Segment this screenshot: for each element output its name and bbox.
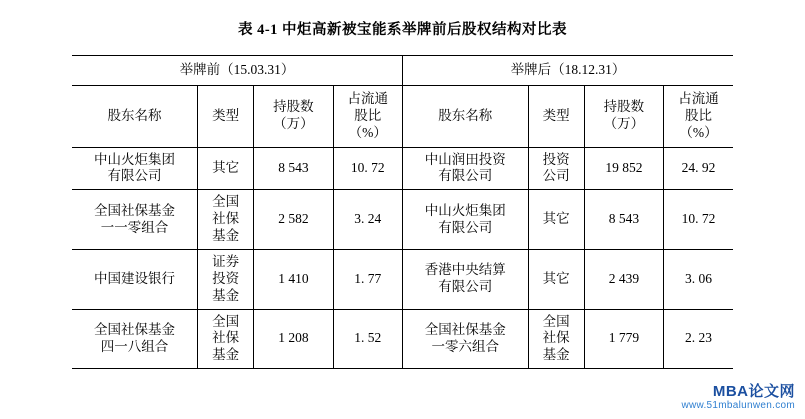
cell-after-shares: 19 852 bbox=[584, 147, 663, 190]
watermark-main-text: MBA论文网 bbox=[712, 382, 795, 400]
cell-before-name: 全国社保基金 一一零组合 bbox=[72, 190, 198, 250]
cell-after-type: 其它 bbox=[528, 190, 584, 250]
shareholder-comparison-table bbox=[72, 55, 733, 369]
cell-before-name: 全国社保基金 四一八组合 bbox=[72, 309, 198, 369]
column-header-before-type: 类型 bbox=[198, 85, 254, 147]
cell-before-pct: 1. 77 bbox=[333, 249, 402, 309]
cell-after-pct: 24. 92 bbox=[664, 147, 733, 190]
cell-after-type: 其它 bbox=[528, 249, 584, 309]
table-row bbox=[72, 147, 733, 190]
column-header-before-name: 股东名称 bbox=[72, 85, 198, 147]
cell-before-type: 其它 bbox=[198, 147, 254, 190]
cell-after-type: 投资 公司 bbox=[528, 147, 584, 190]
column-header-after-shares: 持股数 （万） bbox=[584, 85, 663, 147]
cell-before-shares: 1 410 bbox=[254, 249, 333, 309]
cell-after-name: 全国社保基金 一零六组合 bbox=[402, 309, 528, 369]
cell-after-shares: 2 439 bbox=[584, 249, 663, 309]
cell-after-pct: 2. 23 bbox=[664, 309, 733, 369]
page-title: 表 4-1 中炬高新被宝能系举牌前后股权结构对比表 bbox=[237, 22, 568, 38]
column-header-before-shares: 持股数 （万） bbox=[254, 85, 333, 147]
group-header-after: 举牌后（18.12.31） bbox=[402, 56, 733, 86]
cell-before-type: 证券 投资 基金 bbox=[198, 249, 254, 309]
cell-before-name: 中国建设银行 bbox=[72, 249, 198, 309]
column-header-after-type: 类型 bbox=[528, 85, 584, 147]
cell-before-type: 全国 社保 基金 bbox=[198, 190, 254, 250]
cell-before-pct: 1. 52 bbox=[333, 309, 402, 369]
cell-after-name: 香港中央结算 有限公司 bbox=[402, 249, 528, 309]
column-header-after-pct: 占流通 股比 （%） bbox=[664, 85, 733, 147]
watermark bbox=[681, 384, 795, 412]
cell-after-pct: 3. 06 bbox=[664, 249, 733, 309]
table-group-header-row bbox=[72, 56, 733, 86]
column-header-after-name: 股东名称 bbox=[402, 85, 528, 147]
cell-before-pct: 10. 72 bbox=[333, 147, 402, 190]
cell-after-name: 中山润田投资 有限公司 bbox=[402, 147, 528, 190]
watermark-url-text: www.51mbalunwen.com bbox=[681, 400, 795, 411]
cell-before-shares: 1 208 bbox=[254, 309, 333, 369]
column-header-before-pct: 占流通 股比 （%） bbox=[333, 85, 402, 147]
table-row bbox=[72, 190, 733, 250]
table-row bbox=[72, 249, 733, 309]
cell-before-shares: 8 543 bbox=[254, 147, 333, 190]
cell-after-name: 中山火炬集团 有限公司 bbox=[402, 190, 528, 250]
cell-after-shares: 1 779 bbox=[584, 309, 663, 369]
cell-before-shares: 2 582 bbox=[254, 190, 333, 250]
group-header-before: 举牌前（15.03.31） bbox=[72, 56, 402, 86]
table-row bbox=[72, 309, 733, 369]
cell-after-pct: 10. 72 bbox=[664, 190, 733, 250]
cell-before-name: 中山火炬集团 有限公司 bbox=[72, 147, 198, 190]
cell-after-shares: 8 543 bbox=[584, 190, 663, 250]
cell-before-type: 全国 社保 基金 bbox=[198, 309, 254, 369]
cell-before-pct: 3. 24 bbox=[333, 190, 402, 250]
table-column-header-row bbox=[72, 85, 733, 147]
cell-after-type: 全国 社保 基金 bbox=[528, 309, 584, 369]
